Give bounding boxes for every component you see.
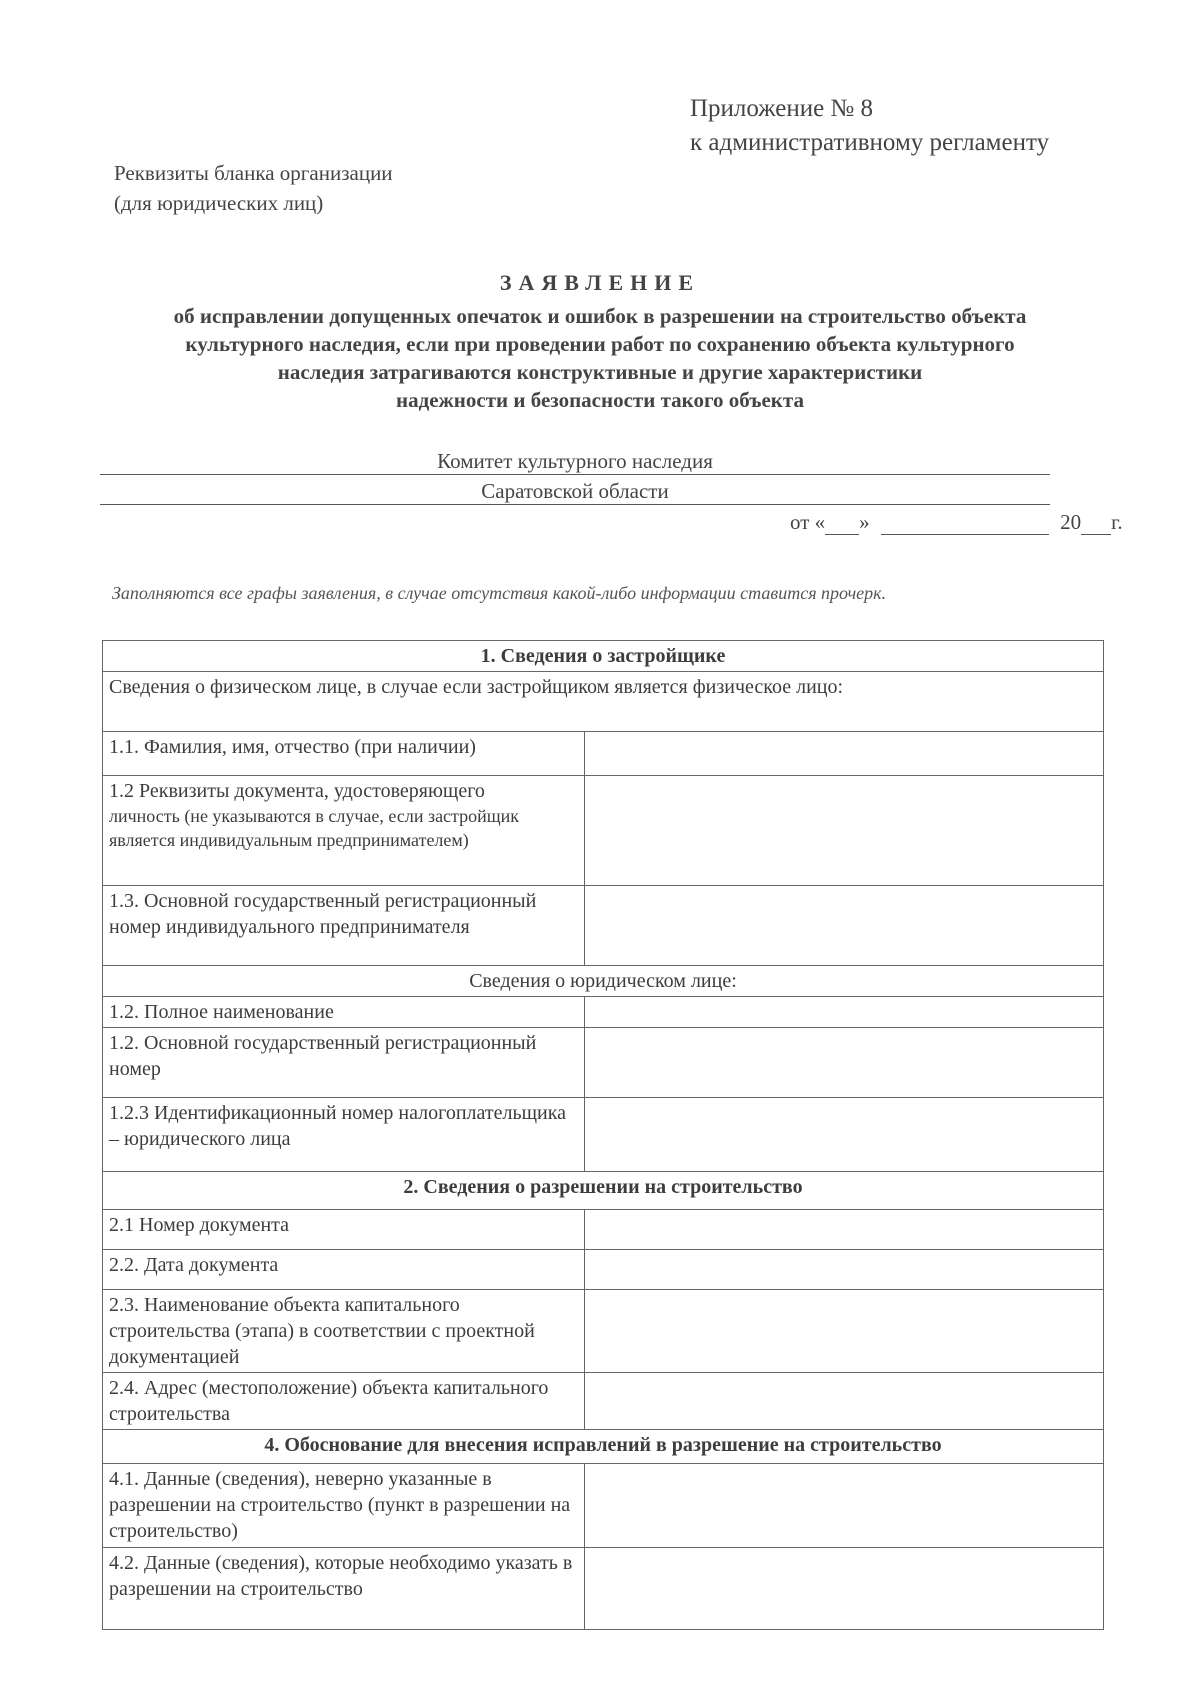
row-legal-name-label: 1.2. Полное наименование	[103, 997, 585, 1028]
section-1-title: 1. Сведения о застройщике	[103, 641, 1104, 672]
row-4-1-label: 4.1. Данные (сведения), неверно указанные в разрешении на строительство (пункт в разрешении на строительство)	[103, 1464, 585, 1548]
requisites-line: Реквизиты бланка организации	[114, 161, 393, 185]
row-2-1-value[interactable]	[584, 1210, 1103, 1250]
addressee-line-1: Комитет культурного наследия	[100, 448, 1050, 475]
legal-info-header: Сведения о юридическом лице:	[103, 966, 1104, 997]
row-1-2-value[interactable]	[584, 776, 1103, 886]
document-subtitle	[100, 302, 1100, 414]
appendix-number: Приложение № 8	[690, 95, 874, 122]
row-legal-inn-value[interactable]	[584, 1098, 1103, 1172]
row-1-3-label: 1.3. Основной государственный регистрационный номер индивидуального предпринимателя	[103, 886, 585, 966]
row-legal-inn-label: 1.2.3 Идентификационный номер налогоплательщика – юридического лица	[103, 1098, 585, 1172]
year-prefix: 20	[1060, 510, 1082, 534]
row-1-1-value[interactable]	[584, 732, 1103, 776]
organization-requisites	[114, 158, 393, 218]
row-2-2-value[interactable]	[584, 1250, 1103, 1290]
row-2-3-value[interactable]	[584, 1290, 1103, 1373]
row-1-2-label-note: личность (не указываются в случае, если застройщик является индивидуальным предпринимателем)	[109, 806, 520, 850]
row-2-3-label: 2.3. Наименование объекта капитального строительства (этапа) в соответствии с проектной документацией	[103, 1290, 585, 1373]
appendix-heading	[690, 92, 1049, 160]
addressee-line-2: Саратовской области	[100, 478, 1050, 505]
date-mid: »	[859, 510, 870, 534]
month-blank[interactable]	[881, 514, 1049, 535]
row-1-3-value[interactable]	[584, 886, 1103, 966]
subtitle-line-2: культурного наследия, если при проведении работ по сохранению объекта культурного	[185, 332, 1015, 356]
individual-info-header: Сведения о физическом лице, в случае если застройщиком является физическое лицо:	[103, 672, 1104, 732]
row-2-1-label: 2.1 Номер документа	[103, 1210, 585, 1250]
row-4-2-value[interactable]	[584, 1548, 1103, 1630]
subtitle-line-4: надежности и безопасности такого объекта	[396, 388, 804, 412]
requisites-note: (для юридических лиц)	[114, 191, 324, 215]
document-title: ЗАЯВЛЕНИЕ	[499, 270, 701, 295]
row-legal-name-value[interactable]	[584, 997, 1103, 1028]
row-2-4-label: 2.4. Адрес (местоположение) объекта капитального строительства	[103, 1373, 585, 1430]
row-1-2-label-main: 1.2 Реквизиты документа, удостоверяющего	[109, 780, 485, 802]
appendix-reference: к административному регламенту	[690, 129, 1050, 156]
row-2-2-label: 2.2. Дата документа	[103, 1250, 585, 1290]
row-1-2-label	[103, 776, 585, 886]
row-4-2-label: 4.2. Данные (сведения), которые необходимо указать в разрешении на строительство	[103, 1548, 585, 1630]
year-suffix: г.	[1111, 510, 1123, 534]
subtitle-line-3: наследия затрагиваются конструктивные и другие характеристики	[277, 360, 923, 384]
section-4-title: 4. Обоснование для внесения исправлений в разрешение на строительство	[103, 1430, 1104, 1464]
date-field	[790, 510, 1123, 535]
row-legal-ogrn-label: 1.2. Основной государственный регистрационный номер	[103, 1028, 585, 1098]
row-1-1-label: 1.1. Фамилия, имя, отчество (при наличии)	[103, 732, 585, 776]
day-blank[interactable]	[825, 514, 859, 535]
fill-instructions: Заполняются все графы заявления, в случае отсутствия какой-либо информации ставится прочерк.	[112, 583, 887, 603]
subtitle-line-1: об исправлении допущенных опечаток и ошибок в разрешении на строительство объекта	[173, 304, 1027, 328]
row-legal-ogrn-value[interactable]	[584, 1028, 1103, 1098]
section-2-title: 2. Сведения о разрешении на строительство	[103, 1172, 1104, 1210]
year-blank[interactable]	[1081, 514, 1111, 535]
row-4-1-value[interactable]	[584, 1464, 1103, 1548]
application-form-table	[102, 640, 1104, 1630]
row-2-4-value[interactable]	[584, 1373, 1103, 1430]
date-prefix: от «	[790, 510, 826, 534]
